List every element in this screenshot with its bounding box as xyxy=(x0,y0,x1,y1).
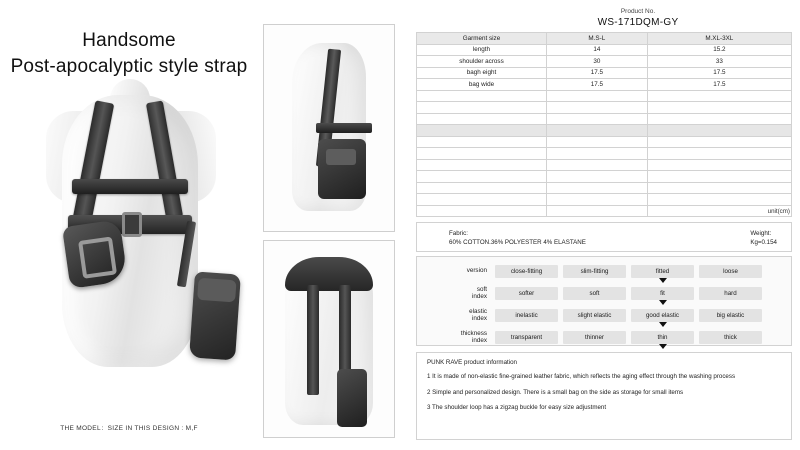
cell-m-xl-3xl: 17.5 xyxy=(647,67,791,79)
index-label-thickness-line2: index xyxy=(471,337,487,344)
index-label-soft-line2: index xyxy=(471,293,487,300)
info-title: PUNK RAVE product information xyxy=(427,359,517,366)
option-close-fitting[interactable]: close-fitting xyxy=(495,265,558,278)
index-row-elastic xyxy=(417,305,791,325)
option-soft[interactable]: soft xyxy=(563,287,626,300)
weight-label: Weight: xyxy=(750,230,772,237)
spec-panel xyxy=(408,0,800,450)
info-item: 3 The shoulder loop has a zigzag buckle for easy size adjustment xyxy=(427,404,607,412)
option-inelastic[interactable]: inelastic xyxy=(495,309,558,322)
product-number-label: Product No. xyxy=(620,8,656,15)
col-header-garment-size: Garment size xyxy=(417,33,547,45)
index-label-elastic-line1: elastic xyxy=(469,307,487,315)
index-options-elastic xyxy=(495,309,762,322)
option-slim-fitting[interactable]: slim-fitting xyxy=(563,265,626,278)
strap-chest xyxy=(72,179,188,194)
option-transparent[interactable]: transparent xyxy=(495,331,558,344)
row-label: shoulder across xyxy=(417,56,547,68)
table-row-empty xyxy=(417,205,792,217)
cell-m-xl-3xl: 15.2 xyxy=(647,44,791,56)
fabric-composition: 60% COTTON.36% POLYESTER 4% ELASTANE xyxy=(449,239,586,247)
option-hard[interactable]: hard xyxy=(699,287,762,300)
cell-m-s-l: 30 xyxy=(547,56,648,68)
table-row-empty xyxy=(417,182,792,194)
cell-m-xl-3xl: 17.5 xyxy=(647,79,791,91)
cell-m-xl-3xl: 33 xyxy=(647,56,791,68)
table-row-empty xyxy=(417,171,792,183)
row-label: bag wide xyxy=(417,79,547,91)
mini-mannequin-back xyxy=(285,257,373,425)
page-title xyxy=(0,28,258,79)
option-thick[interactable]: thick xyxy=(699,331,762,344)
cell-m-s-l: 14 xyxy=(547,44,648,56)
row-label: length xyxy=(417,44,547,56)
index-label-soft-line1: soft xyxy=(476,285,487,293)
table-row-empty xyxy=(417,194,792,206)
table-row xyxy=(417,44,792,56)
index-row-version xyxy=(417,261,791,281)
cell-m-s-l: 17.5 xyxy=(547,67,648,79)
mini-back-strap-left xyxy=(307,285,319,395)
index-options-thickness xyxy=(495,331,762,344)
option-slight-elastic[interactable]: slight elastic xyxy=(563,309,626,322)
table-row-divider xyxy=(417,125,792,137)
weight-value: Kg=0.154 xyxy=(750,239,777,247)
product-information-box xyxy=(416,352,792,440)
table-row-empty xyxy=(417,90,792,102)
size-table xyxy=(416,32,792,217)
table-header-row xyxy=(417,33,792,45)
photo-back-view xyxy=(263,240,395,438)
table-row-empty xyxy=(417,136,792,148)
row-label: bagh eight xyxy=(417,67,547,79)
mini-strap-waist xyxy=(316,123,372,133)
option-thinner[interactable]: thinner xyxy=(563,331,626,344)
info-item: 2 Simple and personalized design. There is a small bag on the side as storage for small items xyxy=(427,388,684,396)
headline-line2: Post-apocalyptic style strap xyxy=(10,55,248,77)
mini-back-yoke xyxy=(285,257,373,291)
index-options-soft xyxy=(495,287,762,300)
option-fitted[interactable]: fitted xyxy=(631,265,694,278)
col-header-m-s-l: M.S-L xyxy=(547,33,648,45)
hero-mannequin-image xyxy=(10,95,250,395)
table-row xyxy=(417,79,792,91)
table-row-empty xyxy=(417,102,792,114)
mini-side-bag xyxy=(318,139,366,199)
option-good-elastic[interactable]: good elastic xyxy=(631,309,694,322)
index-label-thickness-line1: thickness xyxy=(460,329,487,337)
index-row-soft xyxy=(417,283,791,303)
buckle-icon xyxy=(122,212,142,237)
col-header-m-xl-3xl: M.XL-3XL xyxy=(647,33,791,45)
product-number-block xyxy=(578,8,698,28)
fabric-label: Fabric: xyxy=(449,230,468,237)
index-label-soft xyxy=(417,286,495,300)
side-bag xyxy=(189,272,241,361)
option-fit[interactable]: fit xyxy=(631,287,694,300)
option-loose[interactable]: loose xyxy=(699,265,762,278)
table-row-empty xyxy=(417,148,792,160)
index-row-thickness xyxy=(417,327,791,347)
hero-panel xyxy=(0,0,258,450)
table-row xyxy=(417,67,792,79)
model-size-note: THE MODEL：SIZE IN THIS DESIGN : M,F xyxy=(60,425,198,432)
index-label-elastic xyxy=(417,308,495,322)
option-softer[interactable]: softer xyxy=(495,287,558,300)
photo-side-view xyxy=(263,24,395,232)
unit-label: unit(cm) xyxy=(767,208,790,215)
product-number-value: WS-171DQM-GY xyxy=(597,17,679,28)
fabric-box xyxy=(416,222,792,252)
index-options-version xyxy=(495,265,762,278)
index-label-version: version xyxy=(466,267,487,275)
table-row xyxy=(417,56,792,68)
mini-back-bag xyxy=(337,369,367,427)
table-row-empty xyxy=(417,113,792,125)
option-big-elastic[interactable]: big elastic xyxy=(699,309,762,322)
info-item: 1 It is made of non-elastic fine-grained leather fabric, which reflects the aging effect through the washing process xyxy=(427,372,736,380)
index-label-thickness xyxy=(417,330,495,344)
table-row-empty xyxy=(417,159,792,171)
cell-m-s-l: 17.5 xyxy=(547,79,648,91)
index-label-elastic-line2: index xyxy=(471,315,487,322)
headline-line1: Handsome xyxy=(82,30,176,51)
attribute-index-box xyxy=(416,256,792,346)
option-thin[interactable]: thin xyxy=(631,331,694,344)
mini-mannequin-side xyxy=(292,43,366,211)
